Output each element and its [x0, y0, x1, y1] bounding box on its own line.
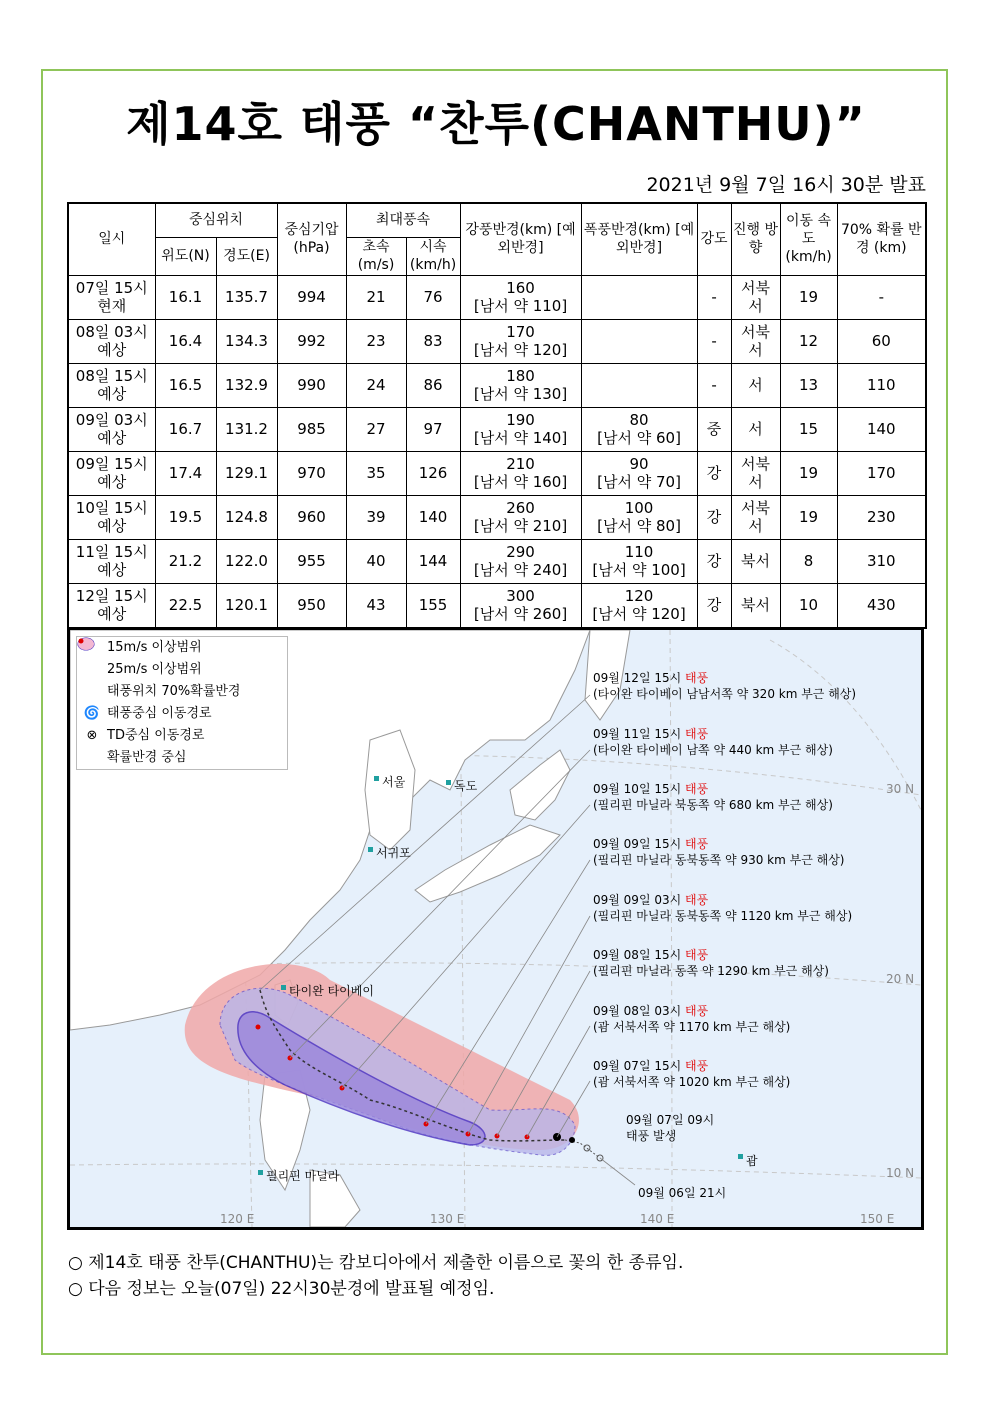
- cell-wind-kmh: [406, 495, 460, 539]
- cell-wind-kmh: [406, 583, 460, 628]
- cell-lat: [155, 363, 216, 407]
- cell-gale-radius: [460, 407, 581, 451]
- cell-time-text: 예상: [97, 517, 127, 535]
- cell-gale-radius-text: 170: [506, 323, 535, 341]
- cell-wind-kmh-text: 76: [423, 288, 443, 306]
- cell-speed: [780, 275, 837, 319]
- cell-gale-radius-text: 260: [506, 499, 535, 517]
- cell-lat-text: 19.5: [168, 508, 203, 526]
- cell-intensity-text: 강: [706, 508, 722, 526]
- cell-intensity: [697, 363, 731, 407]
- cell-lat-text: 16.5: [168, 376, 203, 394]
- cell-time: [68, 583, 155, 628]
- track-annotation: 09월 08일 03시 태풍 (괌 서북서쪽 약 1170 km 부근 해상): [593, 1004, 791, 1034]
- cell-direction-text: 북서: [741, 552, 771, 570]
- cell-wind-kmh-text: 144: [418, 552, 448, 570]
- typhoon-symbol-icon: 🌀: [83, 706, 101, 721]
- legend-item: 15m/s 이상범위: [77, 637, 287, 659]
- cell-intensity-text: 중: [706, 420, 722, 438]
- cell-gale-radius-text: 180: [506, 367, 535, 385]
- cell-storm-radius: [581, 319, 697, 363]
- cell-direction: [731, 275, 780, 319]
- header-wind-kmh: 시속 (km/h): [406, 237, 460, 275]
- cell-pressure-text: 985: [297, 420, 326, 438]
- cell-lat-text: 21.2: [168, 552, 203, 570]
- cell-intensity-text: 강: [706, 464, 722, 482]
- cell-time: [68, 539, 155, 583]
- cell-speed-text: 19: [798, 288, 819, 306]
- cell-gale-radius-text: 290: [506, 543, 535, 561]
- axis-lon-140: 140 E: [640, 1212, 675, 1226]
- cell-storm-radius: [581, 451, 697, 495]
- table-row: [68, 275, 926, 319]
- cell-time-text: 예상: [97, 473, 127, 491]
- cell-time: [68, 495, 155, 539]
- cell-time: [68, 363, 155, 407]
- cell-prob-radius-text: 230: [866, 508, 896, 526]
- cell-prob-radius: [837, 363, 926, 407]
- header-lat: 위도(N): [155, 237, 216, 275]
- typhoon-genesis-marker: [569, 1137, 575, 1143]
- note-line: ○ 다음 정보는 오늘(07일) 22시30분경에 발표될 예정임.: [68, 1279, 495, 1299]
- cell-storm-radius: [581, 407, 697, 451]
- cell-wind-kmh-text: 126: [418, 464, 448, 482]
- cell-lon: [216, 275, 277, 319]
- cell-direction-text: 서: [748, 420, 763, 438]
- cell-wind-ms: [346, 451, 406, 495]
- cell-wind-kmh-text: 97: [423, 420, 443, 438]
- header-pressure: 중심기압 (hPa): [277, 203, 346, 275]
- cell-speed-text: 15: [798, 420, 819, 438]
- cell-time-text: 08일 03시: [75, 323, 148, 341]
- cell-gale-radius-text: 300: [506, 587, 535, 605]
- cell-speed-text: 8: [803, 552, 814, 570]
- cell-pressure: [277, 451, 346, 495]
- axis-lon-130: 130 E: [430, 1212, 465, 1226]
- cell-lat: [155, 275, 216, 319]
- header-lon: 경도(E): [216, 237, 277, 275]
- cell-prob-radius: [837, 275, 926, 319]
- cell-time-text: 예상: [97, 429, 127, 447]
- cell-time: [68, 275, 155, 319]
- cell-time-text: 예상: [97, 385, 127, 403]
- cell-pressure-text: 970: [297, 464, 326, 482]
- cell-lon-text: 134.3: [225, 332, 268, 350]
- cell-wind-ms: [346, 495, 406, 539]
- cell-lon: [216, 495, 277, 539]
- axis-lon-150: 150 E: [860, 1212, 895, 1226]
- label-seogwipo: 서귀포: [376, 846, 411, 860]
- cell-lat-text: 22.5: [168, 596, 203, 614]
- cell-intensity: [697, 539, 731, 583]
- cell-pressure-text: 992: [297, 332, 326, 350]
- cell-lat-text: 17.4: [168, 464, 203, 482]
- cell-wind-ms-text: 23: [366, 332, 386, 350]
- note-line: ○ 제14호 태풍 찬투(CHANTHU)는 캄보디아에서 제출한 이름으로 꽃의 한 종류임.: [68, 1253, 684, 1273]
- legend-item: 태풍위치 70%확률반경: [77, 681, 287, 703]
- cell-pressure: [277, 363, 346, 407]
- cell-intensity-text: -: [711, 288, 717, 306]
- cell-gale-radius-text: [남서 약 210]: [473, 517, 568, 535]
- cell-speed: [780, 495, 837, 539]
- cell-lon: [216, 583, 277, 628]
- header-direction: 진행 방향: [731, 203, 780, 275]
- cell-wind-kmh-text: 155: [418, 596, 448, 614]
- label-taipei: 타이완 타이베이: [289, 984, 374, 998]
- table-row: [68, 319, 926, 363]
- header-storm-radius: 폭풍반경(km) [예외반경]: [581, 203, 697, 275]
- cell-wind-ms: [346, 583, 406, 628]
- cell-wind-ms-text: 40: [366, 552, 386, 570]
- cell-gale-radius-text: [남서 약 130]: [473, 385, 568, 403]
- cell-pressure-text: 950: [297, 596, 326, 614]
- table-row: [68, 451, 926, 495]
- cell-lon-text: 131.2: [225, 420, 268, 438]
- cell-gale-radius: [460, 363, 581, 407]
- cell-gale-radius: [460, 451, 581, 495]
- cell-wind-ms-text: 21: [366, 288, 386, 306]
- table-row: [68, 407, 926, 451]
- cell-lon: [216, 319, 277, 363]
- cell-speed: [780, 451, 837, 495]
- cell-storm-radius: [581, 539, 697, 583]
- cell-storm-radius-text: [남서 약 80]: [597, 517, 681, 535]
- cell-prob-radius-text: 110: [866, 376, 896, 394]
- cell-wind-ms: [346, 363, 406, 407]
- label-seoul: 서울: [382, 775, 406, 789]
- cell-intensity: [697, 583, 731, 628]
- cell-speed-text: 12: [798, 332, 819, 350]
- cell-storm-radius-text: 110: [624, 543, 654, 561]
- cell-lat: [155, 583, 216, 628]
- cell-speed: [780, 539, 837, 583]
- cell-wind-ms: [346, 539, 406, 583]
- table-row: [68, 495, 926, 539]
- cell-speed: [780, 363, 837, 407]
- cell-pressure-text: 990: [297, 376, 326, 394]
- cell-gale-radius: [460, 495, 581, 539]
- cell-speed: [780, 319, 837, 363]
- cell-wind-kmh: [406, 319, 460, 363]
- cell-pressure-text: 994: [297, 288, 326, 306]
- track-annotation: 09월 07일 15시 태풍 (괌 서북서쪽 약 1020 km 부근 해상): [593, 1059, 791, 1089]
- cell-wind-ms: [346, 319, 406, 363]
- cell-gale-radius: [460, 583, 581, 628]
- track-annotation: 09월 08일 15시 태풍 (필리핀 마닐라 동쪽 약 1290 km 부근 해상): [593, 948, 829, 978]
- cell-prob-radius-text: 310: [866, 552, 896, 570]
- cell-speed-text: 13: [798, 376, 819, 394]
- cell-time-text: 09일 15시: [75, 455, 148, 473]
- cell-time-text: 12일 15시: [75, 587, 148, 605]
- cell-wind-ms: [346, 275, 406, 319]
- cell-prob-radius-text: 170: [866, 464, 896, 482]
- cell-intensity-text: -: [711, 376, 717, 394]
- cell-direction: [731, 451, 780, 495]
- legend-item: ⊗ TD중심 이동경로: [77, 725, 287, 747]
- cell-storm-radius-text: [남서 약 60]: [597, 429, 681, 447]
- cell-gale-radius-text: [남서 약 240]: [473, 561, 568, 579]
- cell-intensity: [697, 319, 731, 363]
- axis-lat-30: 30 N: [886, 782, 915, 796]
- table-row: [68, 539, 926, 583]
- label-manila: 필리핀 마닐라: [266, 1169, 340, 1183]
- header-max-wind: 최대풍속: [346, 203, 460, 237]
- cell-wind-ms-text: 35: [366, 464, 386, 482]
- cell-wind-ms: [346, 407, 406, 451]
- cell-direction: [731, 363, 780, 407]
- cell-time-text: 10일 15시: [75, 499, 148, 517]
- cell-gale-radius-text: 160: [506, 279, 535, 297]
- cell-wind-kmh: [406, 275, 460, 319]
- cell-pressure-text: 960: [297, 508, 326, 526]
- cell-storm-radius-text: 100: [624, 499, 654, 517]
- cell-intensity: [697, 407, 731, 451]
- td-annotation: 09월 06일 21시: [638, 1186, 727, 1200]
- cell-wind-kmh-text: 83: [423, 332, 443, 350]
- cell-direction-text: 서북 서: [741, 279, 771, 315]
- cell-pressure: [277, 583, 346, 628]
- cell-speed-text: 19: [798, 508, 819, 526]
- cell-time-text: 현재: [97, 297, 127, 315]
- typhoon-track-map: [67, 627, 924, 1230]
- cell-prob-radius-text: -: [878, 288, 884, 306]
- cell-storm-radius-text: 120: [624, 587, 654, 605]
- cell-wind-ms-text: 43: [366, 596, 386, 614]
- cell-gale-radius-text: [남서 약 110]: [473, 297, 568, 315]
- cell-time: [68, 451, 155, 495]
- td-symbol-icon: ⊗: [86, 728, 98, 743]
- cell-pressure: [277, 319, 346, 363]
- cell-prob-radius: [837, 539, 926, 583]
- cell-time: [68, 319, 155, 363]
- cell-intensity: [697, 451, 731, 495]
- cell-wind-kmh: [406, 539, 460, 583]
- cell-storm-radius: [581, 275, 697, 319]
- cell-wind-ms-text: 24: [366, 376, 386, 394]
- cell-time-text: 08일 15시: [75, 367, 148, 385]
- header-time: 일시: [68, 203, 155, 275]
- cell-prob-radius-text: 430: [866, 596, 896, 614]
- cell-lon: [216, 539, 277, 583]
- cell-time-text: 예상: [97, 341, 127, 359]
- label-guam: 괌: [746, 1154, 758, 1168]
- cell-prob-radius: [837, 451, 926, 495]
- cell-pressure: [277, 407, 346, 451]
- header-prob-radius: 70% 확률 반경 (km): [837, 203, 926, 275]
- legend-item: 확률반경 중심: [77, 747, 287, 769]
- table-row: [68, 363, 926, 407]
- cell-prob-radius: [837, 583, 926, 628]
- cell-time: [68, 407, 155, 451]
- cell-speed-text: 10: [798, 596, 819, 614]
- cell-lat: [155, 319, 216, 363]
- cell-direction-text: 서북 서: [741, 323, 771, 359]
- cell-prob-radius: [837, 495, 926, 539]
- cell-wind-kmh-text: 86: [423, 376, 443, 394]
- cell-direction: [731, 407, 780, 451]
- cell-lon-text: 122.0: [225, 552, 268, 570]
- cell-prob-radius-text: 140: [866, 420, 896, 438]
- cell-speed: [780, 407, 837, 451]
- cell-lon: [216, 363, 277, 407]
- cell-time-text: 예상: [97, 561, 127, 579]
- cell-direction-text: 서북 서: [741, 499, 771, 535]
- cell-wind-kmh: [406, 407, 460, 451]
- cell-prob-radius: [837, 407, 926, 451]
- cell-intensity: [697, 495, 731, 539]
- cell-gale-radius-text: 210: [506, 455, 535, 473]
- track-annotation: 09월 10일 15시 태풍 (필리핀 마닐라 북동쪽 약 680 km 부근 해상): [593, 782, 833, 812]
- cell-prob-radius-text: 60: [871, 332, 891, 350]
- cell-intensity-text: 강: [706, 552, 722, 570]
- genesis-annotation: 09월 07일 09시 태풍 발생: [626, 1113, 715, 1143]
- cell-storm-radius-text: [남서 약 70]: [597, 473, 681, 491]
- cell-lon-text: 129.1: [225, 464, 268, 482]
- cell-gale-radius: [460, 319, 581, 363]
- cell-lat: [155, 451, 216, 495]
- cell-pressure: [277, 495, 346, 539]
- cell-gale-radius-text: [남서 약 120]: [473, 341, 568, 359]
- header-intensity: 강도: [697, 203, 731, 275]
- header-speed: 이동 속도 (km/h): [780, 203, 837, 275]
- cell-wind-kmh-text: 140: [418, 508, 448, 526]
- cell-lon: [216, 407, 277, 451]
- page-title: 제14호 태풍 “찬투(CHANTHU)”: [126, 97, 866, 151]
- cell-lon-text: 120.1: [225, 596, 268, 614]
- cell-lon: [216, 451, 277, 495]
- cell-time-text: 11일 15시: [75, 543, 148, 561]
- axis-lat-10: 10 N: [886, 1166, 915, 1180]
- cell-gale-radius-text: [남서 약 160]: [473, 473, 568, 491]
- cell-lat: [155, 495, 216, 539]
- cell-lat: [155, 407, 216, 451]
- cell-wind-ms-text: 27: [366, 420, 386, 438]
- cell-direction: [731, 495, 780, 539]
- cell-lat-text: 16.7: [168, 420, 203, 438]
- cell-storm-radius: [581, 583, 697, 628]
- cell-gale-radius: [460, 275, 581, 319]
- cell-pressure: [277, 275, 346, 319]
- notes: [68, 1250, 683, 1302]
- legend-item: 25m/s 이상범위: [77, 659, 287, 681]
- track-annotation: 09월 11일 15시 태풍 (타이완 타이베이 남쪽 약 440 km 부근 해상): [593, 727, 833, 757]
- cell-direction-text: 서북 서: [741, 455, 771, 491]
- cell-intensity: [697, 275, 731, 319]
- cell-direction-text: 북서: [741, 596, 771, 614]
- label-dokdo: 독도: [454, 779, 478, 793]
- header-wind-ms: 초속 (m/s): [346, 237, 406, 275]
- cell-direction: [731, 583, 780, 628]
- issue-timestamp: 2021년 9월 7일 16시 30분 발표: [646, 174, 926, 196]
- cell-intensity-text: 강: [706, 596, 722, 614]
- axis-lat-20: 20 N: [886, 972, 915, 986]
- cell-lon-text: 132.9: [225, 376, 268, 394]
- cell-pressure-text: 955: [297, 552, 326, 570]
- cell-time-text: 예상: [97, 605, 127, 623]
- cell-direction-text: 서: [748, 376, 763, 394]
- cell-wind-ms-text: 39: [366, 508, 386, 526]
- cell-storm-radius-text: 80: [629, 411, 649, 429]
- track-annotation: 09월 09일 15시 태풍 (필리핀 마닐라 동북동쪽 약 930 km 부근 해상): [593, 837, 845, 867]
- cell-storm-radius: [581, 363, 697, 407]
- cell-wind-kmh: [406, 363, 460, 407]
- map-legend: [76, 636, 288, 770]
- cell-time-text: 09일 03시: [75, 411, 148, 429]
- cell-gale-radius-text: [남서 약 140]: [473, 429, 568, 447]
- cell-storm-radius: [581, 495, 697, 539]
- cell-gale-radius: [460, 539, 581, 583]
- cell-lon-text: 124.8: [225, 508, 268, 526]
- cell-lat-text: 16.1: [168, 288, 203, 306]
- cell-time-text: 07일 15시: [75, 279, 148, 297]
- cell-lat-text: 16.4: [168, 332, 203, 350]
- cell-pressure: [277, 539, 346, 583]
- cell-prob-radius: [837, 319, 926, 363]
- cell-speed: [780, 583, 837, 628]
- cell-storm-radius-text: [남서 약 100]: [592, 561, 686, 579]
- header-gale-radius: 강풍반경(km) [예외반경]: [460, 203, 581, 275]
- legend-item: 🌀 태풍중심 이동경로: [77, 703, 287, 725]
- cell-direction: [731, 319, 780, 363]
- table-row: [68, 583, 926, 628]
- cell-speed-text: 19: [798, 464, 819, 482]
- axis-lon-120: 120 E: [220, 1212, 255, 1226]
- header-center-position: 중심위치: [155, 203, 277, 237]
- track-annotation: 09월 09일 03시 태풍 (필리핀 마닐라 동북동쪽 약 1120 km 부근 해상): [593, 893, 853, 923]
- forecast-table: [67, 202, 927, 629]
- cell-lat: [155, 539, 216, 583]
- cell-gale-radius-text: 190: [506, 411, 535, 429]
- cell-gale-radius-text: [남서 약 260]: [473, 605, 568, 623]
- cell-direction: [731, 539, 780, 583]
- track-annotation: 09월 12일 15시 태풍 (타이완 타이베이 남남서쪽 약 320 km 부근 해상): [593, 671, 857, 701]
- cell-storm-radius-text: 90: [629, 455, 649, 473]
- cell-lon-text: 135.7: [225, 288, 268, 306]
- cell-wind-kmh: [406, 451, 460, 495]
- cell-intensity-text: -: [711, 332, 717, 350]
- cell-storm-radius-text: [남서 약 120]: [592, 605, 686, 623]
